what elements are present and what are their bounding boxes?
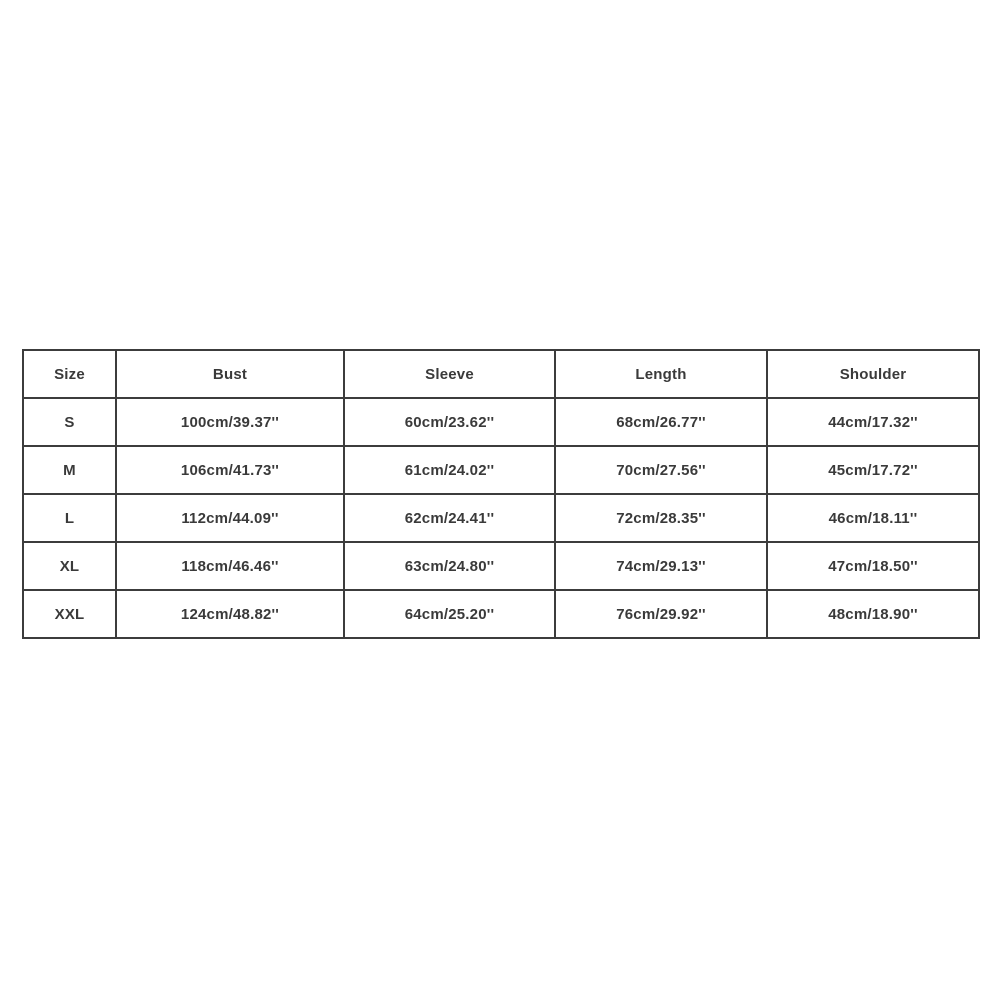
shoulder-cell: 46cm/18.11'' — [767, 494, 979, 542]
shoulder-cell: 45cm/17.72'' — [767, 446, 979, 494]
size-label: XL — [23, 542, 116, 590]
size-label: S — [23, 398, 116, 446]
length-cell: 76cm/29.92'' — [555, 590, 767, 638]
column-header-sleeve: Sleeve — [344, 350, 555, 398]
sleeve-cell: 62cm/24.41'' — [344, 494, 555, 542]
size-label: M — [23, 446, 116, 494]
size-chart-table — [22, 349, 980, 639]
table-row-xxl — [23, 590, 979, 638]
length-cell: 68cm/26.77'' — [555, 398, 767, 446]
shoulder-cell: 47cm/18.50'' — [767, 542, 979, 590]
length-cell: 70cm/27.56'' — [555, 446, 767, 494]
column-header-size: Size — [23, 350, 116, 398]
length-cell: 74cm/29.13'' — [555, 542, 767, 590]
size-label: XXL — [23, 590, 116, 638]
size-label: L — [23, 494, 116, 542]
column-header-shoulder: Shoulder — [767, 350, 979, 398]
bust-cell: 100cm/39.37'' — [116, 398, 344, 446]
sleeve-cell: 63cm/24.80'' — [344, 542, 555, 590]
bust-cell: 106cm/41.73'' — [116, 446, 344, 494]
bust-cell: 124cm/48.82'' — [116, 590, 344, 638]
size-chart — [22, 349, 978, 639]
table-row-xl — [23, 542, 979, 590]
sleeve-cell: 60cm/23.62'' — [344, 398, 555, 446]
table-row-s — [23, 398, 979, 446]
shoulder-cell: 48cm/18.90'' — [767, 590, 979, 638]
column-header-length: Length — [555, 350, 767, 398]
length-cell: 72cm/28.35'' — [555, 494, 767, 542]
bust-cell: 112cm/44.09'' — [116, 494, 344, 542]
shoulder-cell: 44cm/17.32'' — [767, 398, 979, 446]
table-row-l — [23, 494, 979, 542]
sleeve-cell: 64cm/25.20'' — [344, 590, 555, 638]
sleeve-cell: 61cm/24.02'' — [344, 446, 555, 494]
table-row-m — [23, 446, 979, 494]
header-row — [23, 350, 979, 398]
bust-cell: 118cm/46.46'' — [116, 542, 344, 590]
column-header-bust: Bust — [116, 350, 344, 398]
